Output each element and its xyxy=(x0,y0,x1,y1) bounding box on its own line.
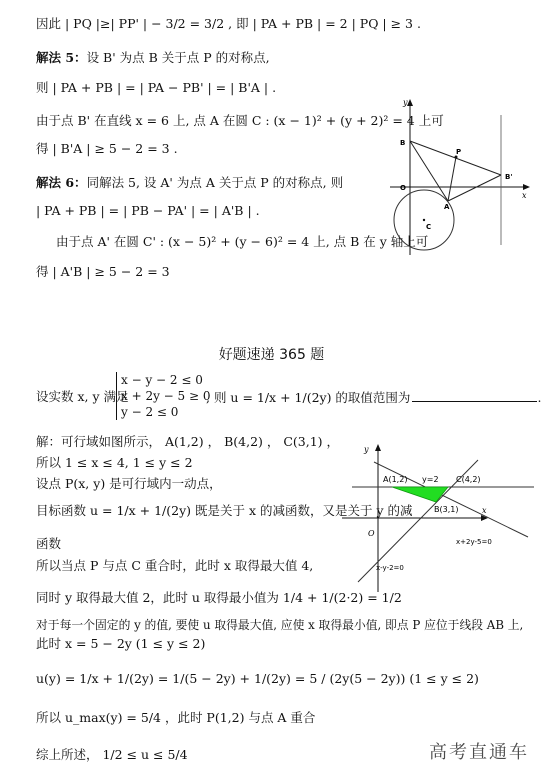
solution-line-5: 函数 xyxy=(36,536,62,551)
inequality-2: x + 2y − 5 ≥ 0 xyxy=(121,389,211,403)
fig1-A-label: A xyxy=(444,203,450,211)
fig1-Bprime-label: B' xyxy=(505,173,513,181)
text-line-4: 由于点 B' 在直线 x = 6 上, 点 A 在圆 C : (x − 1)² + (y + 2)² = 4 上可 xyxy=(36,113,444,128)
fig1-P-label: P xyxy=(456,148,462,156)
fig1-B-label: B xyxy=(400,139,406,147)
fig1-C-label: C xyxy=(426,223,432,231)
solution-line-8: 对于每一个固定的 y 的值, 要使 u 取得最大值, 应使 x 取得最小值, 即点 P 应位于线段 AB 上, xyxy=(36,618,524,632)
fig2-yeq-label: y=2 xyxy=(422,475,439,484)
watermark: 高考直通车 xyxy=(429,742,529,763)
question-suffix-text: , 则 u = 1/x + 1/(2y) 的取值范围为 xyxy=(206,390,411,405)
fig2-y-label: y xyxy=(364,445,369,454)
fig2-origin-label: O xyxy=(368,529,375,538)
fig1-origin-label: O xyxy=(400,184,406,192)
inequality-3: y − 2 ≤ 0 xyxy=(121,405,179,419)
section-title: 好题速递 365 题 xyxy=(218,347,325,363)
fig1-y-label: y xyxy=(403,98,408,107)
text-line-5: 得 | B'A | ≥ 5 − 2 = 3 . xyxy=(36,141,178,156)
solution-6-text: 同解法 5, 设 A' 为点 A 关于点 P 的对称点, 则 xyxy=(86,175,344,190)
solution-5-text: 设 B' 为点 B 关于点 P 的对称点, xyxy=(86,50,270,65)
solution-6-label: 解法 6： xyxy=(36,175,87,190)
fig2-B-label: B(3,1) xyxy=(434,505,459,514)
solution-line-7: 同时 y 取得最大值 2，此时 u 取得最小值为 1/4 + 1/(2·2) = 1/2 xyxy=(36,590,402,605)
text-line-9: 得 | A'B | ≥ 5 − 2 = 3 xyxy=(36,264,170,279)
solution-line-9: 此时 x = 5 − 2y (1 ≤ y ≤ 2) xyxy=(36,636,206,651)
figure-feasible-region xyxy=(338,442,538,598)
fig2-line2-label: x+2y-5=0 xyxy=(456,538,492,546)
solution-6-line xyxy=(36,175,343,191)
solution-line-2: 所以 1 ≤ x ≤ 4, 1 ≤ y ≤ 2 xyxy=(36,455,193,470)
solution-line-10: u(y) = 1/x + 1/(2y) = 1/(5 − 2y) + 1/(2y) = 5 / (2y(5 − 2y)) (1 ≤ y ≤ 2) xyxy=(36,671,479,686)
inequality-1: x − y − 2 ≤ 0 xyxy=(121,373,203,387)
text-line-3: 则 | PA + PB | = | PA − PB' | = | B'A | . xyxy=(36,80,277,95)
solution-line-4: 目标函数 u = 1/x + 1/(2y) 既是关于 x 的减函数，又是关于 y 的减 xyxy=(36,503,413,518)
inequality-system xyxy=(116,372,211,420)
fig2-C-label: C(4,2) xyxy=(456,475,481,484)
solution-5-label: 解法 5： xyxy=(36,50,87,65)
question-suffix xyxy=(206,389,541,406)
text-line-8: 由于点 A' 在圆 C' : (x − 5)² + (y − 6)² = 4 上, 点 B 在 y 轴上可 xyxy=(56,234,429,249)
fig1-x-label: x xyxy=(522,191,527,200)
solution-line-12: 综上所述， 1/2 ≤ u ≤ 5/4 xyxy=(36,747,188,762)
answer-blank xyxy=(412,389,537,402)
text-line-7: | PA + PB | = | PB − PA' | = | A'B | . xyxy=(36,203,260,218)
fig2-line1-label: x-y-2=0 xyxy=(376,564,404,572)
solution-line-11: 所以 u_max(y) = 5/4 ，此时 P(1,2) 与点 A 重合 xyxy=(36,710,316,725)
question-prefix: 设实数 x, y 满足 xyxy=(36,389,129,404)
fig2-x-label: x xyxy=(482,506,487,515)
solution-line-6: 所以当点 P 与点 C 重合时，此时 x 取得最大值 4, xyxy=(36,558,314,573)
text-line-1: 因此 | PQ |≥| PP' | − 3/2 = 3/2 , 即 | PA + PB | = 2 | PQ | ≥ 3 . xyxy=(36,16,421,31)
fig2-A-label: A(1,2) xyxy=(383,475,408,484)
question-end: . xyxy=(537,390,542,405)
solution-line-3: 设点 P(x, y) 是可行域内一动点， xyxy=(36,476,222,491)
figure-circle-reflection xyxy=(386,95,536,265)
solution-5-line xyxy=(36,50,270,66)
solution-line-1: 解：可行域如图所示， A(1,2) ， B(4,2) ， C(3,1) ， xyxy=(36,434,340,449)
